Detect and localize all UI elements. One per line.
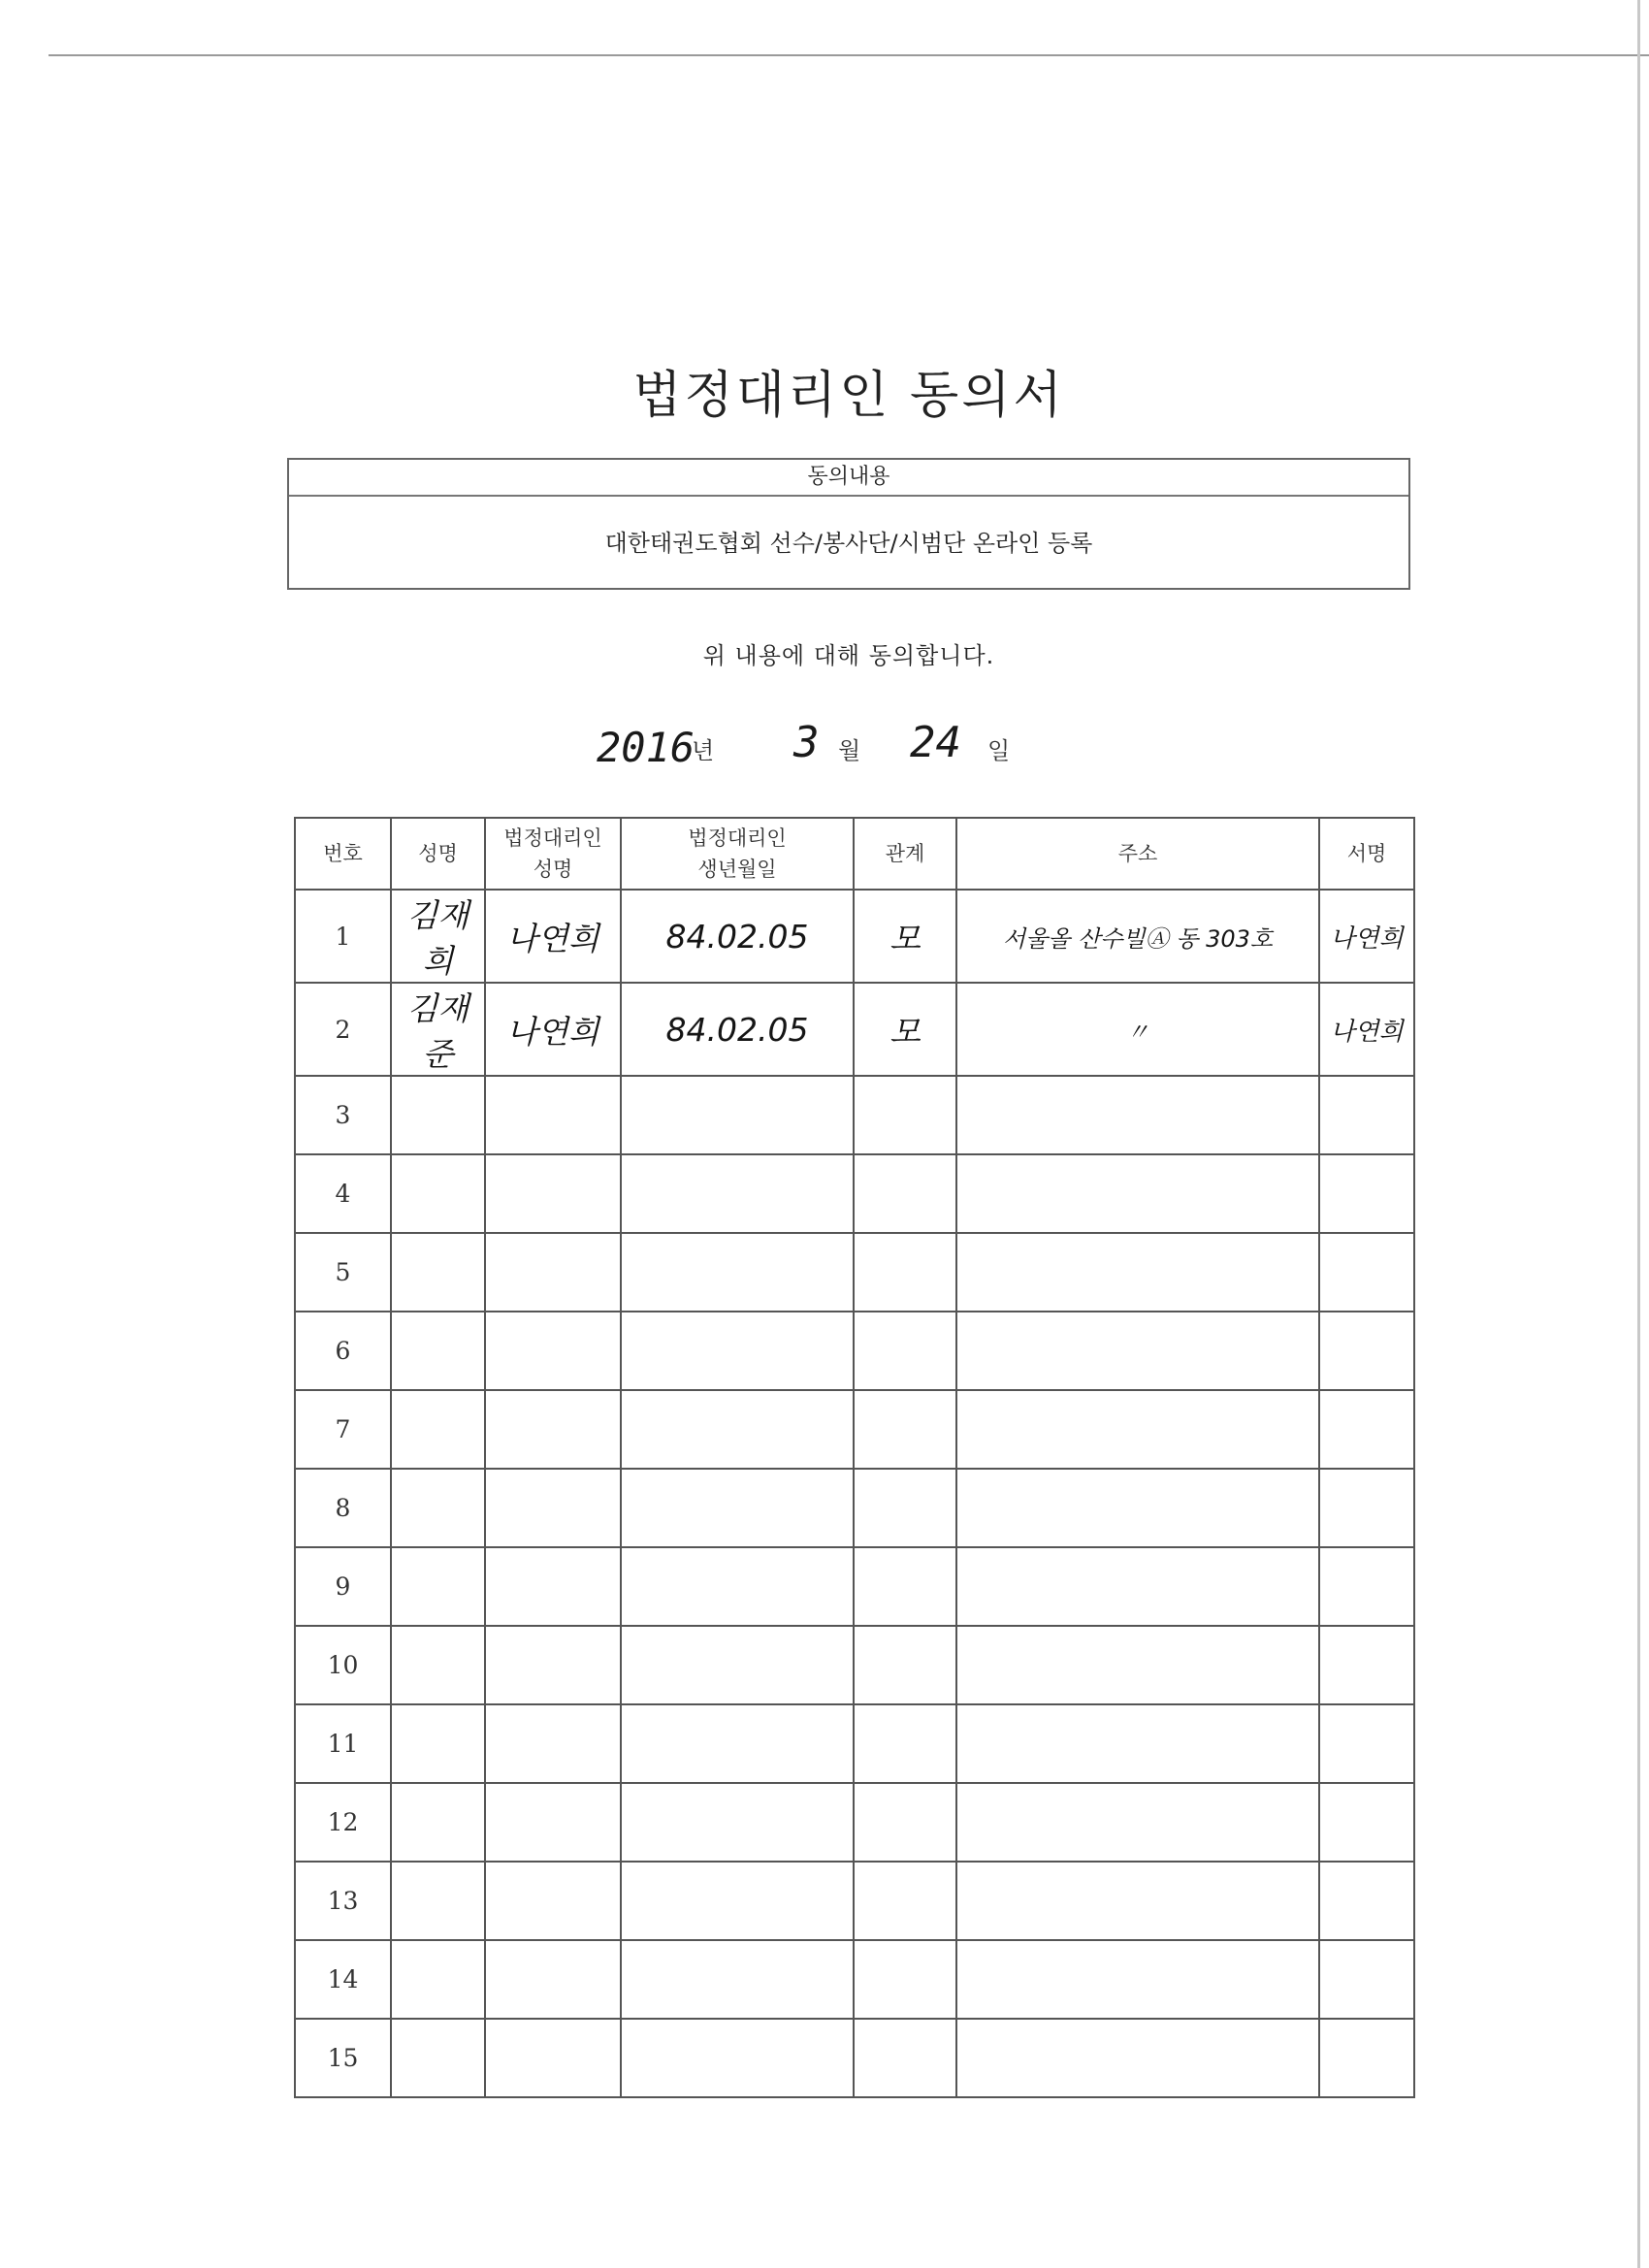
table-row (295, 1469, 1414, 1547)
cell-guardian (485, 1154, 621, 1233)
cell-signature (1319, 1862, 1414, 1940)
cell-guardian (485, 1390, 621, 1469)
cell-address (956, 1704, 1319, 1783)
table-row (295, 1783, 1414, 1862)
table-row (295, 1233, 1414, 1312)
cell-guardian (485, 2019, 621, 2097)
cell-guardian: 나연희 (485, 890, 621, 983)
cell-address (956, 2019, 1319, 2097)
table-row (295, 1312, 1414, 1390)
cell-birth (621, 1312, 854, 1390)
cell-guardian: 나연희 (485, 983, 621, 1076)
table-row (295, 1626, 1414, 1704)
cell-birth (621, 2019, 854, 2097)
document-title: 법정대리인 동의서 (632, 366, 1065, 425)
date-year-unit: 년 (692, 737, 715, 764)
header-guardian-birth-line2: 생년월일 (697, 858, 777, 881)
cell-name: 김재준 (391, 983, 485, 1076)
table-row (295, 983, 1414, 1076)
cell-guardian (485, 1469, 621, 1547)
cell-relation (854, 1862, 956, 1940)
cell-address (956, 1390, 1319, 1469)
cell-signature (1319, 1783, 1414, 1862)
header-guardian-name (485, 818, 621, 890)
cell-signature (1319, 1154, 1414, 1233)
table-row (295, 1154, 1414, 1233)
cell-name (391, 1862, 485, 1940)
cell-signature: 나연희 (1319, 983, 1414, 1076)
header-relation: 관계 (854, 818, 956, 890)
cell-address (956, 1626, 1319, 1704)
cell-birth (621, 1469, 854, 1547)
cell-relation (854, 1469, 956, 1547)
cell-signature (1319, 1940, 1414, 2019)
cell-address (956, 1940, 1319, 2019)
scan-edge-top (48, 54, 1649, 56)
cell-name (391, 1076, 485, 1154)
cell-name (391, 2019, 485, 2097)
header-guardian-name-line1: 법정대리인 (503, 826, 602, 850)
date-year: 2016 (597, 724, 695, 771)
cell-relation (854, 1233, 956, 1312)
table-row (295, 1940, 1414, 2019)
date-month-unit: 월 (838, 737, 861, 764)
cell-name (391, 1469, 485, 1547)
header-address: 주소 (956, 818, 1319, 890)
cell-name (391, 1547, 485, 1626)
cell-no: 15 (295, 2019, 391, 2097)
cell-guardian (485, 1233, 621, 1312)
date-month: 3 (793, 718, 820, 767)
cell-birth (621, 1862, 854, 1940)
table-row (295, 1862, 1414, 1940)
header-guardian-name-line2: 성명 (533, 858, 573, 881)
cell-name (391, 1626, 485, 1704)
cell-guardian (485, 1862, 621, 1940)
cell-name (391, 1704, 485, 1783)
cell-relation: 모 (854, 983, 956, 1076)
cell-signature (1319, 1547, 1414, 1626)
cell-no: 6 (295, 1312, 391, 1390)
cell-relation (854, 1547, 956, 1626)
consent-header: 동의내용 (289, 460, 1408, 497)
cell-no: 10 (295, 1626, 391, 1704)
cell-no: 13 (295, 1862, 391, 1940)
header-name: 성명 (391, 818, 485, 890)
cell-no: 11 (295, 1704, 391, 1783)
header-guardian-birth-line1: 법정대리인 (688, 826, 787, 850)
cell-signature (1319, 1076, 1414, 1154)
cell-birth (621, 1076, 854, 1154)
cell-name (391, 1233, 485, 1312)
cell-no: 3 (295, 1076, 391, 1154)
cell-signature (1319, 1312, 1414, 1390)
table-row (295, 1390, 1414, 1469)
cell-name: 김재희 (391, 890, 485, 983)
cell-relation (854, 1626, 956, 1704)
cell-birth (621, 1154, 854, 1233)
cell-name (391, 1312, 485, 1390)
cell-address (956, 1862, 1319, 1940)
cell-address (956, 1233, 1319, 1312)
scan-edge-right (1637, 0, 1640, 2268)
cell-no: 12 (295, 1783, 391, 1862)
cell-no: 14 (295, 1940, 391, 2019)
cell-name (391, 1390, 485, 1469)
cell-address (956, 1154, 1319, 1233)
date-day: 24 (910, 718, 961, 767)
cell-guardian (485, 1626, 621, 1704)
table-row (295, 1547, 1414, 1626)
cell-name (391, 1940, 485, 2019)
cell-signature (1319, 2019, 1414, 2097)
consent-box (287, 458, 1410, 590)
cell-address (956, 1547, 1319, 1626)
cell-birth (621, 1704, 854, 1783)
cell-relation: 모 (854, 890, 956, 983)
cell-birth (621, 1547, 854, 1626)
cell-relation (854, 1154, 956, 1233)
cell-no: 2 (295, 983, 391, 1076)
header-signature: 서명 (1319, 818, 1414, 890)
cell-signature (1319, 1233, 1414, 1312)
cell-address: 서울올 산수빌Ⓐ 동 303호 (956, 890, 1319, 983)
cell-signature (1319, 1704, 1414, 1783)
cell-birth: 84.02.05 (621, 983, 854, 1076)
cell-no: 1 (295, 890, 391, 983)
cell-birth (621, 1783, 854, 1862)
cell-birth: 84.02.05 (621, 890, 854, 983)
cell-name (391, 1154, 485, 1233)
cell-guardian (485, 1312, 621, 1390)
cell-birth (621, 1626, 854, 1704)
cell-relation (854, 1390, 956, 1469)
cell-birth (621, 1390, 854, 1469)
table-row (295, 1076, 1414, 1154)
cell-birth (621, 1940, 854, 2019)
cell-address (956, 1469, 1319, 1547)
consent-content: 대한태권도협회 선수/봉사단/시범단 온라인 등록 (604, 530, 1093, 557)
cell-address (956, 1783, 1319, 1862)
cell-no: 5 (295, 1233, 391, 1312)
cell-signature (1319, 1390, 1414, 1469)
cell-guardian (485, 1940, 621, 2019)
cell-guardian (485, 1783, 621, 1862)
cell-address (956, 1312, 1319, 1390)
cell-relation (854, 1076, 956, 1154)
cell-no: 9 (295, 1547, 391, 1626)
cell-no: 8 (295, 1469, 391, 1547)
table-row (295, 2019, 1414, 2097)
cell-address: 〃 (956, 983, 1319, 1076)
cell-name (391, 1783, 485, 1862)
cell-signature (1319, 1469, 1414, 1547)
header-guardian-birth (621, 818, 854, 890)
cell-birth (621, 1233, 854, 1312)
header-no: 번호 (295, 818, 391, 890)
cell-signature (1319, 1626, 1414, 1704)
cell-relation (854, 1783, 956, 1862)
cell-guardian (485, 1704, 621, 1783)
guardian-table (294, 817, 1415, 2098)
date-day-unit: 일 (987, 737, 1011, 764)
date-row (0, 718, 1649, 776)
cell-guardian (485, 1547, 621, 1626)
cell-relation (854, 1940, 956, 2019)
cell-relation (854, 2019, 956, 2097)
cell-address (956, 1076, 1319, 1154)
cell-relation (854, 1704, 956, 1783)
cell-signature: 나연희 (1319, 890, 1414, 983)
table-header-row (295, 818, 1414, 890)
cell-relation (854, 1312, 956, 1390)
cell-no: 7 (295, 1390, 391, 1469)
cell-guardian (485, 1076, 621, 1154)
table-row (295, 890, 1414, 983)
cell-no: 4 (295, 1154, 391, 1233)
table-row (295, 1704, 1414, 1783)
agree-statement: 위 내용에 대해 동의합니다. (702, 642, 995, 669)
